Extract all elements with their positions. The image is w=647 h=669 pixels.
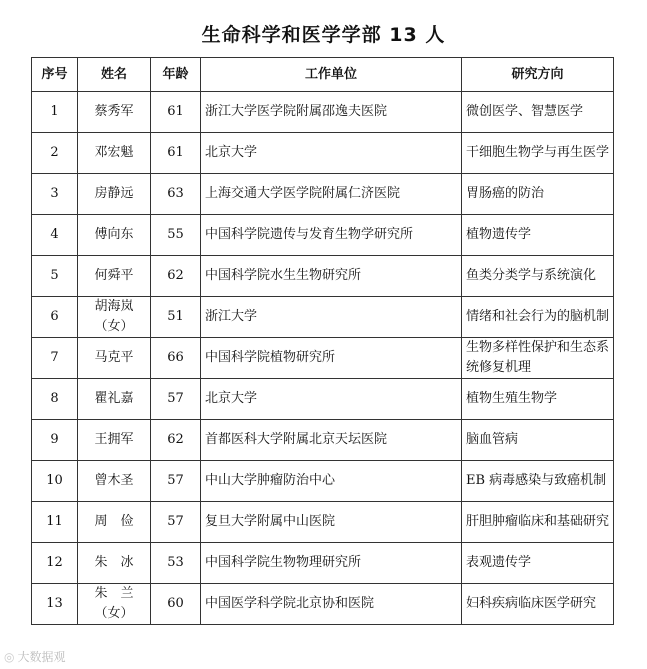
cell-name: 周 俭 [78, 502, 151, 543]
cell-age: 61 [151, 92, 201, 133]
cell-unit: 中国科学院水生生物研究所 [201, 256, 462, 297]
cell-no: 2 [32, 133, 78, 174]
cell-unit: 浙江大学 [201, 297, 462, 338]
cell-no: 13 [32, 584, 78, 625]
table-row [32, 379, 614, 420]
cell-no: 3 [32, 174, 78, 215]
cell-name: 何舜平 [78, 256, 151, 297]
cell-unit: 浙江大学医学院附属邵逸夫医院 [201, 92, 462, 133]
cell-no: 12 [32, 543, 78, 584]
members-table [31, 57, 614, 625]
table-row [32, 297, 614, 338]
cell-field: 微创医学、智慧医学 [462, 92, 614, 133]
cell-age: 57 [151, 379, 201, 420]
cell-age: 53 [151, 543, 201, 584]
cell-name: 房静远 [78, 174, 151, 215]
cell-no: 5 [32, 256, 78, 297]
cell-age: 62 [151, 420, 201, 461]
watermark [4, 648, 66, 665]
table-row [32, 133, 614, 174]
cell-field: 妇科疾病临床医学研究 [462, 584, 614, 625]
table-header-row [32, 58, 614, 92]
cell-name: 胡海岚 （女） [78, 297, 151, 338]
cell-unit: 中国医学科学院北京协和医院 [201, 584, 462, 625]
cell-age: 57 [151, 502, 201, 543]
cell-age: 61 [151, 133, 201, 174]
cell-name: 蔡秀军 [78, 92, 151, 133]
cell-unit: 复旦大学附属中山医院 [201, 502, 462, 543]
weibo-icon: ◎ [4, 649, 15, 664]
table-row [32, 338, 614, 379]
cell-unit: 中国科学院植物研究所 [201, 338, 462, 379]
cell-field: 生物多样性保护和生态系统修复机理 [462, 338, 614, 379]
cell-field: 胃肠癌的防治 [462, 174, 614, 215]
cell-name: 傅向东 [78, 215, 151, 256]
cell-name: 邓宏魁 [78, 133, 151, 174]
cell-name: 朱 兰 （女） [78, 584, 151, 625]
cell-age: 62 [151, 256, 201, 297]
cell-no: 6 [32, 297, 78, 338]
watermark-text: 大数据观 [17, 650, 66, 664]
cell-field: 情绪和社会行为的脑机制 [462, 297, 614, 338]
cell-unit: 中山大学肿瘤防治中心 [201, 461, 462, 502]
table-row [32, 92, 614, 133]
cell-unit: 中国科学院遗传与发育生物学研究所 [201, 215, 462, 256]
header-no: 序号 [32, 58, 78, 92]
cell-unit: 中国科学院生物物理研究所 [201, 543, 462, 584]
table-row [32, 543, 614, 584]
cell-no: 7 [32, 338, 78, 379]
cell-field: 表观遗传学 [462, 543, 614, 584]
header-age: 年龄 [151, 58, 201, 92]
cell-name: 朱 冰 [78, 543, 151, 584]
cell-field: 植物生殖生物学 [462, 379, 614, 420]
table-row [32, 584, 614, 625]
cell-name: 马克平 [78, 338, 151, 379]
cell-age: 51 [151, 297, 201, 338]
cell-field: 肝胆肿瘤临床和基础研究 [462, 502, 614, 543]
cell-age: 63 [151, 174, 201, 215]
cell-no: 10 [32, 461, 78, 502]
table-row [32, 461, 614, 502]
cell-field: 鱼类分类学与系统演化 [462, 256, 614, 297]
cell-field: 脑血管病 [462, 420, 614, 461]
cell-name: 瞿礼嘉 [78, 379, 151, 420]
page-title: 生命科学和医学学部 13 人 [201, 24, 446, 46]
table-row [32, 502, 614, 543]
cell-unit: 北京大学 [201, 379, 462, 420]
cell-field: 植物遗传学 [462, 215, 614, 256]
cell-unit: 上海交通大学医学院附属仁济医院 [201, 174, 462, 215]
cell-no: 8 [32, 379, 78, 420]
cell-name: 王拥军 [78, 420, 151, 461]
cell-unit: 北京大学 [201, 133, 462, 174]
table-row [32, 256, 614, 297]
table-row [32, 215, 614, 256]
cell-age: 60 [151, 584, 201, 625]
cell-no: 1 [32, 92, 78, 133]
cell-field: 干细胞生物学与再生医学 [462, 133, 614, 174]
table-row [32, 174, 614, 215]
header-name: 姓名 [78, 58, 151, 92]
cell-field: EB 病毒感染与致癌机制 [462, 461, 614, 502]
cell-name: 曾木圣 [78, 461, 151, 502]
cell-age: 66 [151, 338, 201, 379]
cell-no: 4 [32, 215, 78, 256]
cell-age: 57 [151, 461, 201, 502]
header-unit: 工作单位 [201, 58, 462, 92]
cell-unit: 首都医科大学附属北京天坛医院 [201, 420, 462, 461]
cell-age: 55 [151, 215, 201, 256]
table-row [32, 420, 614, 461]
cell-no: 9 [32, 420, 78, 461]
header-field: 研究方向 [462, 58, 614, 92]
cell-no: 11 [32, 502, 78, 543]
